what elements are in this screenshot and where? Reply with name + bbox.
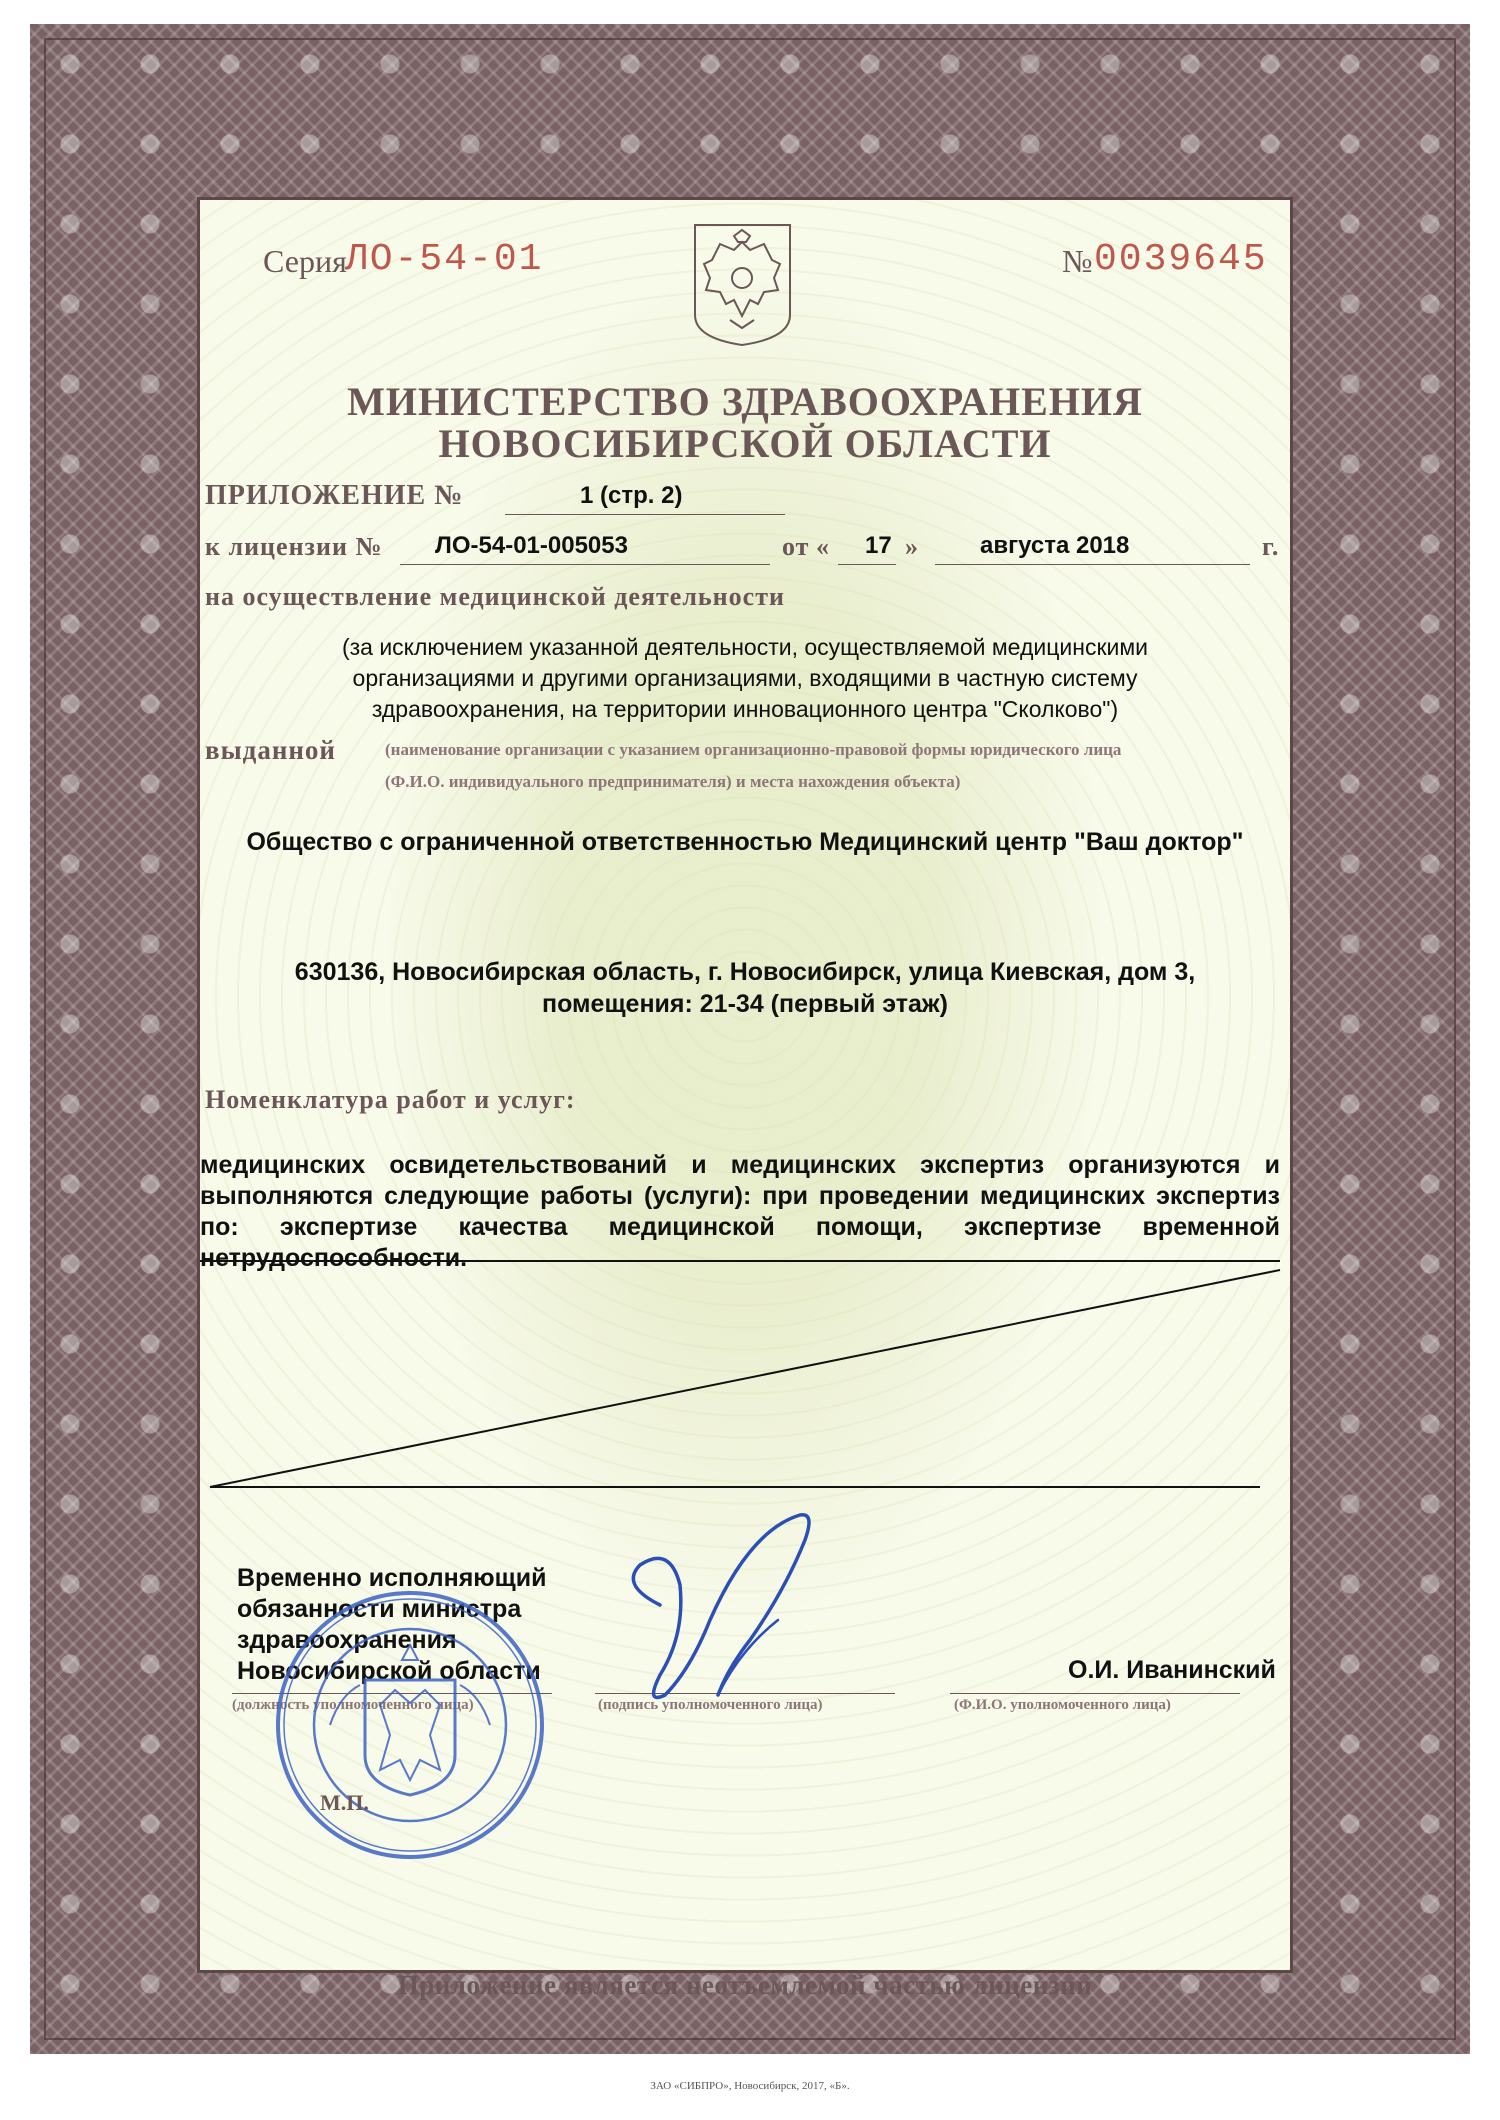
license-number-underline — [400, 564, 770, 565]
services-text — [200, 1150, 1280, 1274]
seal-place-label: М.П. — [320, 1790, 369, 1815]
caption-fio: (Ф.И.О. уполномоченного лица) — [954, 1697, 1171, 1713]
cancellation-z-lines — [200, 1260, 1290, 1500]
issued-note-line1: (наименование организации с указанием организационно-правовой формы юридического лица — [385, 740, 1122, 759]
coat-of-arms-icon — [690, 220, 795, 348]
services-line2: выполняются следующие работы (услуги): при проведении медицинских экспертиз — [200, 1182, 1280, 1210]
license-day-underline — [838, 564, 896, 565]
issued-label: выданной — [205, 735, 336, 765]
organization-name: Общество с ограниченной ответственностью Медицинский центр "Ваш доктор" — [246, 828, 1244, 856]
license-month-underline — [935, 564, 1250, 565]
series-value: ЛО-54-01 — [345, 238, 544, 281]
address-line1: 630136, Новосибирская область, г. Новосибирск, улица Киевская, дом 3, — [294, 958, 1196, 986]
appendix-underline — [505, 514, 785, 515]
license-month-year: августа 2018 — [980, 532, 1130, 559]
exclusion-note — [200, 632, 1290, 725]
exclusion-line1: (за исключением указанной деятельности, осуществляемой медицинскими — [341, 634, 1149, 660]
signatory-line3: здравоохранения — [237, 1626, 457, 1654]
exclusion-line3: здравоохранения, на территории инновационного центра "Сколково") — [371, 696, 1119, 722]
signatory-line2: обязанности министра — [237, 1595, 522, 1623]
nomenclature-label: Номенклатура работ и услуг: — [205, 1085, 576, 1114]
official-seal-stamp — [270, 1585, 550, 1865]
exclusion-line2: организациями и другими организациями, входящими в частную систему — [352, 665, 1138, 691]
services-line4: нетрудоспособности. — [200, 1244, 468, 1272]
appendix-value: 1 (стр. 2) — [580, 482, 683, 509]
address-line2: помещения: 21-34 (первый этаж) — [542, 990, 948, 1018]
fio-underline — [950, 1693, 1240, 1694]
services-line1: медицинских освидетельствований и медицинских экспертиз организуются и — [200, 1151, 1280, 1179]
footer-note: Приложение является неотъемлемой частью лицензии — [397, 1970, 1093, 2000]
signatory-line1: Временно исполняющий — [237, 1564, 547, 1592]
signatory-name: О.И. Иванинский — [1068, 1656, 1276, 1684]
number-label: № — [1062, 243, 1093, 279]
date-quote-open: « — [816, 532, 830, 561]
ministry-title-line1: МИНИСТЕРСТВО ЗДРАВООХРАНЕНИЯ — [347, 379, 1143, 424]
license-day: 17 — [865, 532, 892, 559]
date-from-label: от — [782, 532, 810, 561]
services-line3: по: экспертизе качества медицинской помощи, экспертизе временной — [200, 1213, 1280, 1241]
series-label: Серия — [263, 243, 347, 279]
signatory-line4: Новосибирской области — [237, 1657, 541, 1685]
date-quote-close: » — [905, 532, 919, 561]
appendix-label: ПРИЛОЖЕНИЕ № — [205, 480, 464, 511]
license-number: ЛО-54-01-005053 — [435, 532, 628, 559]
caption-signature: (подпись уполномоченного лица) — [598, 1697, 823, 1713]
handwritten-signature — [600, 1490, 880, 1720]
number-value: 0039645 — [1094, 238, 1268, 281]
printer-imprint: ЗАО «СИБПРО», Новосибирск, 2017, «Б». — [650, 2080, 850, 2092]
activity-label: на осуществление медицинской деятельности — [205, 582, 785, 611]
ministry-title-line2: НОВОСИБИРСКОЙ ОБЛАСТИ — [438, 421, 1052, 466]
issued-note-line2: (Ф.И.О. индивидуального предпринимателя) и места нахождения объекта) — [385, 772, 961, 791]
caption-position: (должность уполномоченного лица) — [232, 1697, 474, 1713]
license-label: к лицензии № — [205, 532, 383, 561]
year-suffix: г. — [1262, 532, 1280, 561]
